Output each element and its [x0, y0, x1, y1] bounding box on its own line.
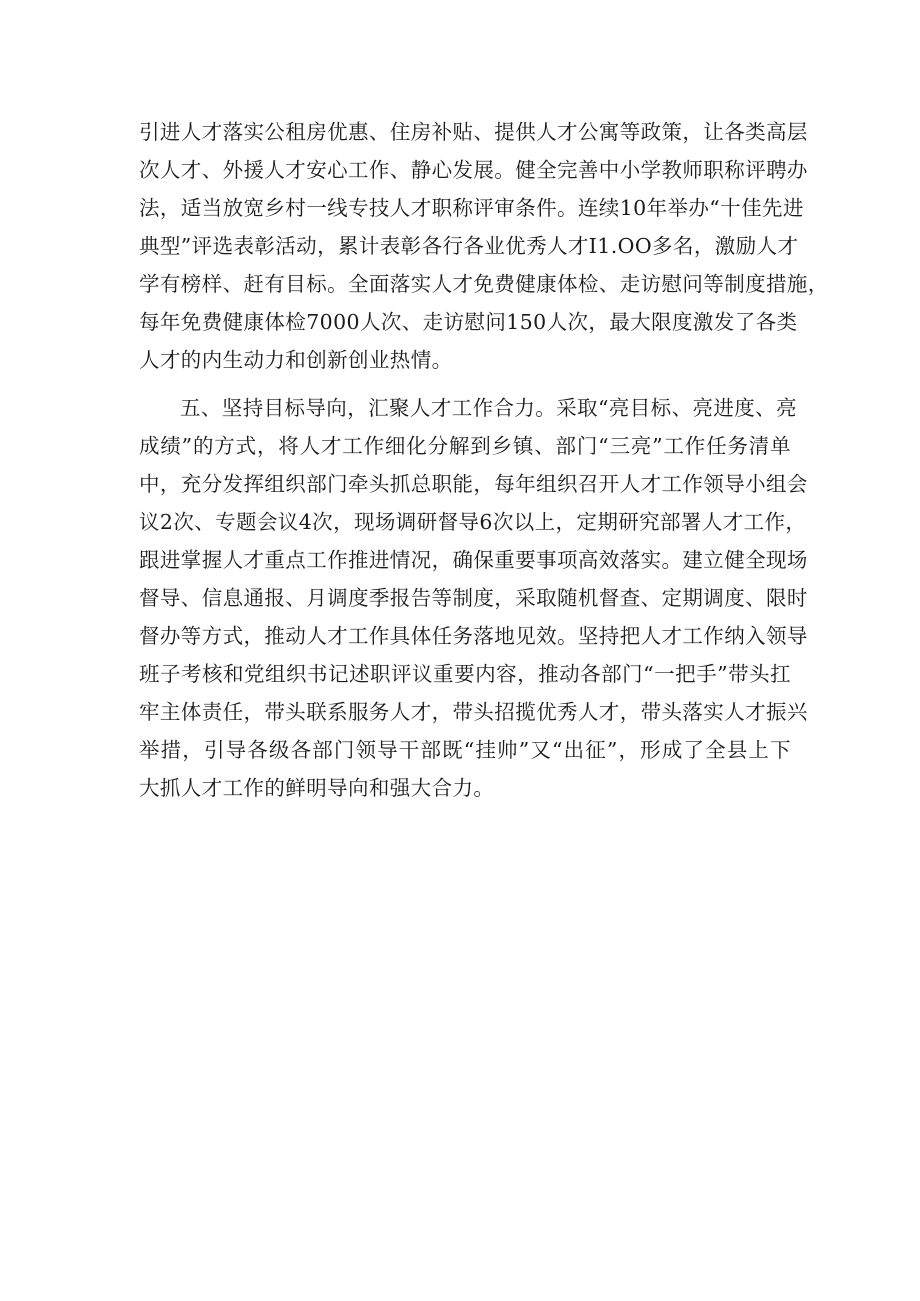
text-line: 督办等方式，推动人才工作具体任务落地见效。坚持把人才工作纳入领导: [139, 624, 808, 648]
text-line: 成绩”的方式，将人才工作细化分解到乡镇、部门“三亮”工作任务清单: [139, 434, 791, 458]
text-line: 跟进掌握人才重点工作推进情况，确保重要事项高效落实。建立健全现场: [139, 548, 808, 572]
text-line: 法，适当放宽乡村一线专技人才职称评审条件。连续10年举办“十佳先进: [139, 196, 804, 220]
text-line: 次人才、外援人才安心工作、静心发展。健全完善中小学教师职称评聘办: [139, 158, 808, 182]
document-body: [139, 113, 829, 807]
text-line: 议2次、专题会议4次，现场调研督导6次以上，定期研究部署人才工作，: [139, 510, 807, 534]
text-line-indented: 五、坚持目标导向，汇聚人才工作合力。采取“亮目标、亮进度、亮: [180, 396, 797, 420]
text-line: 引进人才落实公租房优惠、住房补贴、提供人才公寓等政策，让各类高层: [139, 120, 808, 144]
text-line: 举措，引导各级各部门领导干部既“挂帅”又“出征”，形成了全县上下: [139, 738, 791, 762]
text-line: 班子考核和党组织书记述职评议重要内容，推动各部门“一把手”带头扛: [139, 662, 791, 686]
paragraph-section-five: [139, 389, 808, 807]
text-line: 人才的内生动力和创新创业热情。: [139, 348, 453, 372]
text-line: 学有榜样、赶有目标。全面落实人才免费健康体检、走访慰问等制度措施，: [139, 272, 829, 296]
text-line: 大抓人才工作的鲜明导向和强大合力。: [139, 776, 495, 800]
paragraph-housing-and-incentives: [139, 113, 829, 379]
text-line: 典型”评选表彰活动，累计表彰各行各业优秀人才I1.OO多名，激励人才: [139, 234, 799, 258]
paragraph-spacer: [139, 379, 791, 389]
text-line: 每年免费健康体检7000人次、走访慰问150人次，最大限度激发了各类: [139, 310, 798, 334]
text-line: 牢主体责任，带头联系服务人才，带头招揽优秀人才，带头落实人才振兴: [139, 700, 808, 724]
text-line: 中，充分发挥组织部门牵头抓总职能，每年组织召开人才工作领导小组会: [139, 472, 808, 496]
text-line: 督导、信息通报、月调度季报告等制度，采取随机督查、定期调度、限时: [139, 586, 808, 610]
